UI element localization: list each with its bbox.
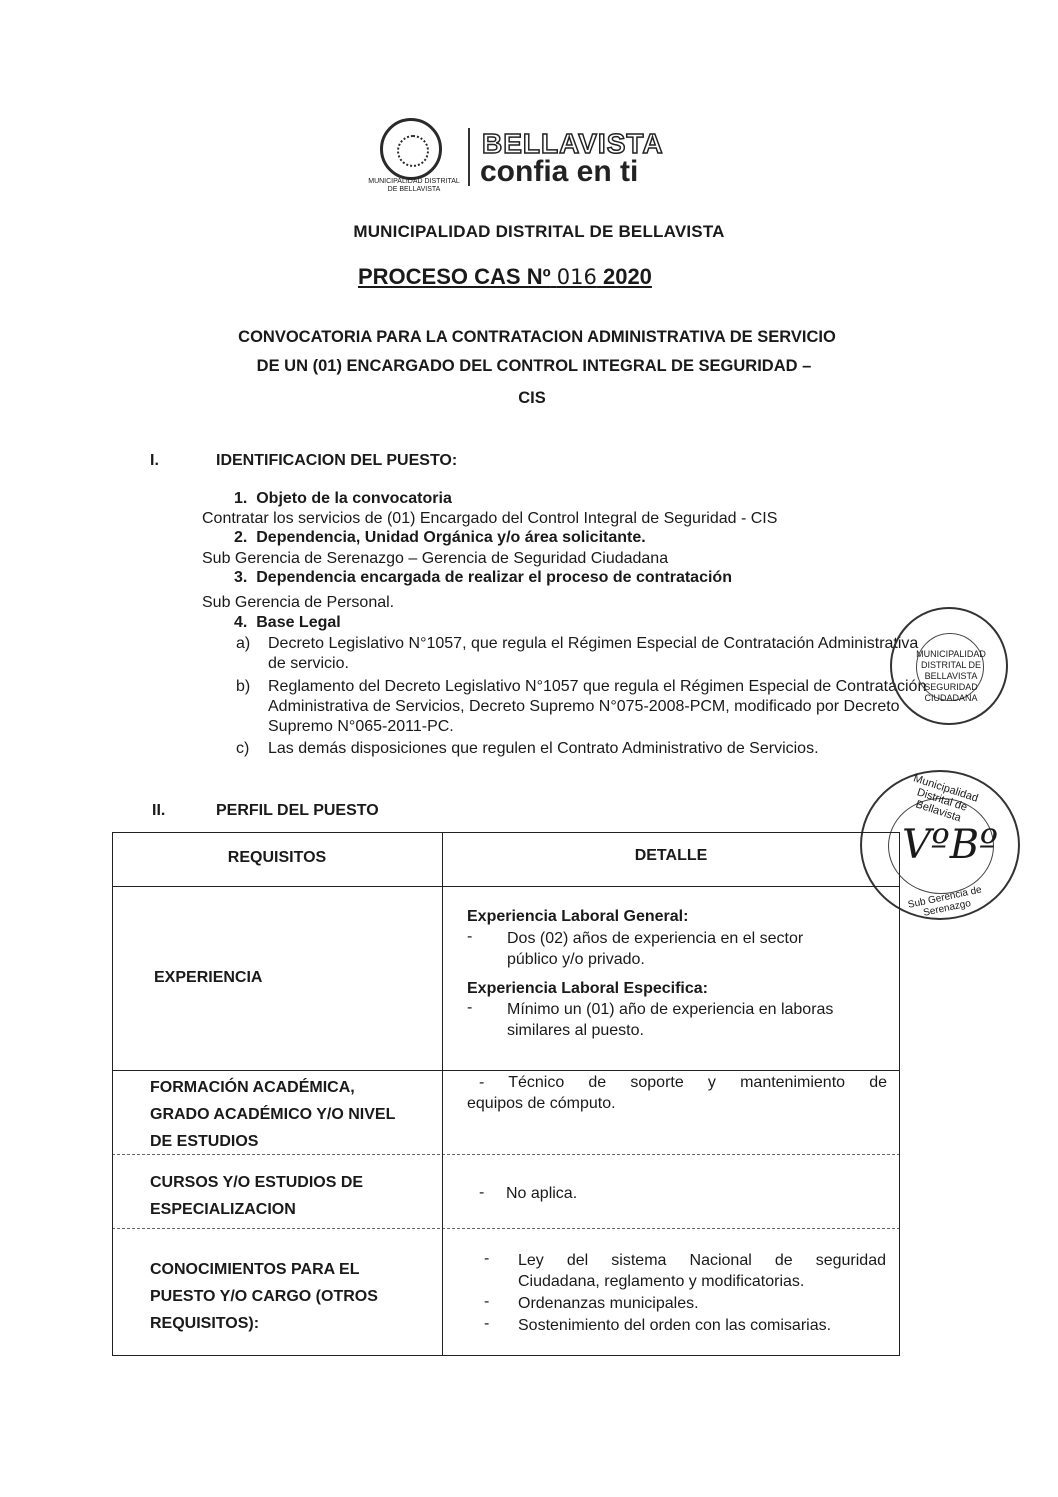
process-number: 016 [556,265,597,289]
seal-caption: MUNICIPALIDAD DISTRITAL DE BELLAVISTA [368,178,460,193]
brand-name: BELLAVISTA [482,128,664,159]
conocimientos-detail-3: Sostenimiento del orden con las comisarias. [518,1317,832,1334]
legal-c-text: Las demás disposiciones que regulen el Contrato Administrativo de Servicios. [268,740,819,757]
legal-a-text: Decreto Legislativo N°1057, que regula el Régimen Especial de Contratación Administrativa de servicio. [268,635,919,672]
bullet-dash: - [467,999,473,1016]
item-1-heading: 1. Objeto de la convocatoria [234,490,452,507]
brand-slogan: confia en ti [480,155,639,188]
bullet-dash: - [484,1315,490,1332]
convocatoria-line-2: DE UN (01) ENCARGADO DEL CONTROL INTEGRAL DE SEGURIDAD – [256,357,812,375]
legal-a-letter: a) [236,635,251,652]
item-2-text: Sub Gerencia de Serenazgo – Gerencia de Seguridad Ciudadana [202,550,669,567]
exp-especifica-title: Experiencia Laboral Especifica: [467,980,708,997]
section-1-title: IDENTIFICACION DEL PUESTO: [216,452,458,469]
req-conocimientos: CONOCIMIENTOS PARA EL PUESTO Y/O CARGO (OTROS REQUISITOS): [150,1261,378,1332]
section-1-number: I. [150,452,159,469]
approval-stamp: Municipalidad Distrital de Bellavista VºBº Sub Gerencia de Serenazgo [860,770,1020,920]
item-2-heading: 2. Dependencia, Unidad Orgánica y/o área solicitante. [234,529,646,546]
municipal-stamp-small: MUNICIPALIDAD DISTRITAL DE BELLAVISTA SEGURIDAD CIUDADANA [890,607,1008,725]
section-2-number: II. [152,802,166,819]
conocimientos-detail-2: Ordenanzas municipales. [518,1295,699,1312]
requirements-table [112,832,900,1356]
item-1-text: Contratar los servicios de (01) Encargado del Control Integral de Seguridad - CIS [202,510,778,527]
bullet-dash: - [484,1250,490,1267]
req-experiencia: EXPERIENCIA [154,969,263,986]
municipal-seal-icon [380,118,442,180]
legal-c-letter: c) [236,740,250,757]
cursos-detail: No aplica. [506,1185,578,1202]
conocimientos-detail-1: Ley del sistema Nacional de seguridad Ciudadana, reglamento y modificatorias. [518,1252,886,1290]
legal-b-letter: b) [236,678,251,695]
convocatoria-line-1: CONVOCATORIA PARA LA CONTRATACION ADMINISTRATIVA DE SERVICIO [238,328,836,346]
item-4-heading: 4. Base Legal [234,614,341,631]
item-3-heading: 3. Dependencia encargada de realizar el proceso de contratación [234,569,732,586]
municipality-logo [360,108,670,194]
convocatoria-line-3: CIS [518,389,546,407]
process-title: PROCESO CAS Nº 016 2020 [358,264,652,289]
municipality-title: MUNICIPALIDAD DISTRITAL DE BELLAVISTA [353,222,725,241]
table-header-detalle: DETALLE [634,847,708,864]
bullet-dash: - [479,1184,485,1201]
table-header-requisitos: REQUISITOS [227,849,327,866]
section-2-title: PERFIL DEL PUESTO [216,802,379,819]
logo-divider [468,128,470,186]
bullet-dash: - [467,928,473,945]
req-cursos: CURSOS Y/O ESTUDIOS DE ESPECIALIZACION [150,1174,364,1218]
formacion-detail: - Técnico de soporte y mantenimiento de equipos de cómputo. [467,1074,887,1112]
legal-b-text: Reglamento del Decreto Legislativo N°1057 que regula el Régimen Especial de Contratación Administrativa de Servicios, Decreto Supremo N°075-2008-PCM, modificado por Decreto Supremo N°065-2011-PC. [268,678,927,735]
exp-especifica-text: Mínimo un (01) año de experiencia en laboras similares al puesto. [507,1001,834,1039]
item-3-text: Sub Gerencia de Personal. [202,594,395,611]
req-formacion: FORMACIÓN ACADÉMICA, GRADO ACADÉMICO Y/O NIVEL DE ESTUDIOS [150,1079,396,1150]
exp-general-text: Dos (02) años de experiencia en el sector público y/o privado. [507,930,804,968]
bullet-dash: - [484,1293,490,1310]
exp-general-title: Experiencia Laboral General: [467,908,689,925]
